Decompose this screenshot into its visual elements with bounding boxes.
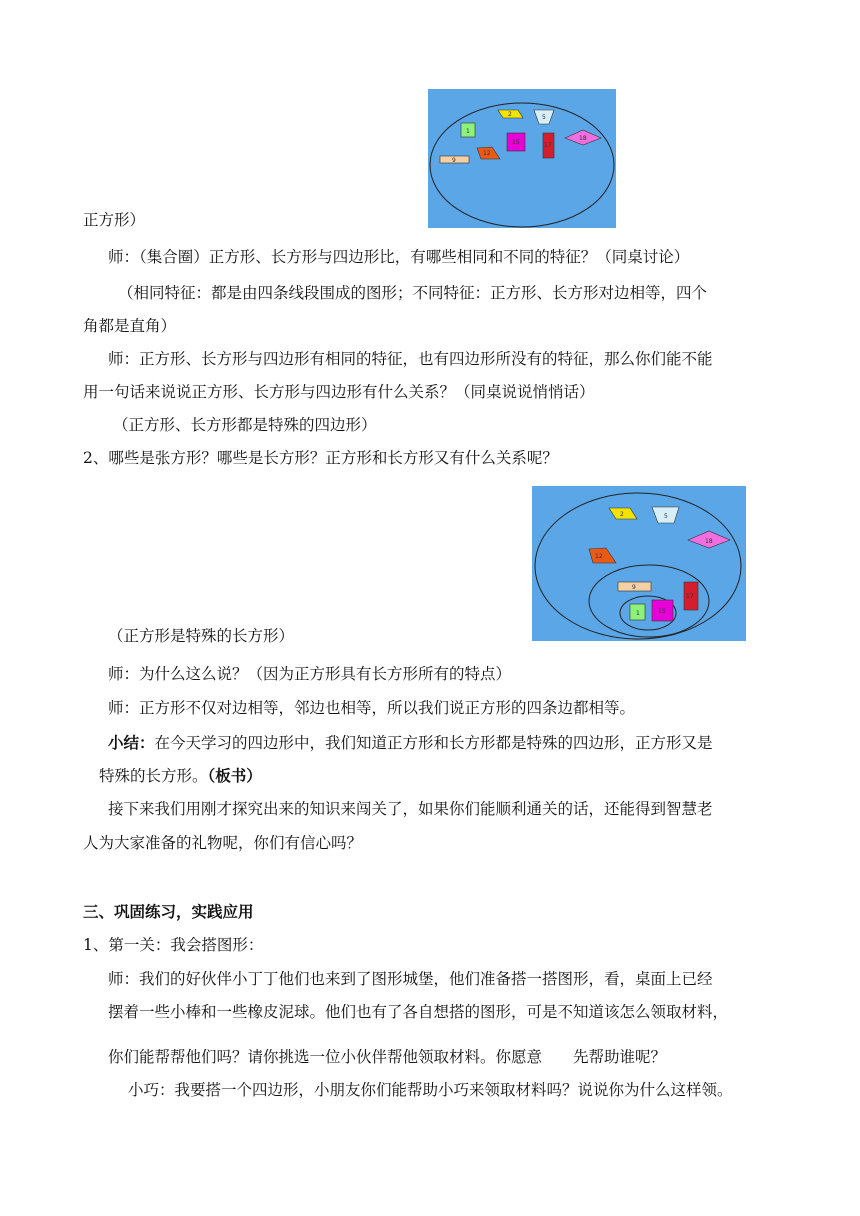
shape-1-label: 1 bbox=[466, 128, 470, 135]
text-line: 你们能帮帮他们吗？请你挑选一位小伙伴帮他领取材料。你愿意 先帮助谁呢？ bbox=[108, 1048, 667, 1066]
text-line: 摆着一些小棒和一些橡皮泥球。他们也有了各自想搭的图形，可是不知道该怎么领取材料， bbox=[108, 1003, 729, 1021]
shape-18-label: 18 bbox=[705, 538, 713, 545]
shape-12-label: 12 bbox=[483, 150, 491, 157]
text-line: （相同特征：都是由四条线段围成的图形；不同特征：正方形、长方形对边相等，四个 bbox=[118, 284, 708, 302]
shape-5-label: 5 bbox=[542, 114, 546, 121]
text-line: （正方形是特殊的长方形） bbox=[108, 627, 295, 645]
text-line: 师：（集合圈）正方形、长方形与四边形比，有哪些相同和不同的特征？（同桌讨论） bbox=[108, 248, 690, 266]
shape-12-label: 12 bbox=[595, 553, 603, 560]
summary-line-2 bbox=[99, 766, 262, 786]
summary-text: 在今天学习的四边形中，我们知道正方形和长方形都是特殊的四边形，正方形又是 bbox=[154, 734, 713, 752]
summary-line bbox=[108, 733, 713, 753]
shape-2-label: 2 bbox=[620, 511, 624, 518]
summary-text-2: 特殊的长方形。 bbox=[99, 767, 208, 785]
shape-15-label: 15 bbox=[512, 139, 520, 146]
shape-17-label: 17 bbox=[686, 593, 694, 600]
board-note: （板书） bbox=[207, 766, 262, 785]
text-line: （正方形、长方形都是特殊的四边形） bbox=[113, 416, 377, 434]
question-2: 2、哪些是张方形？哪些是长方形？正方形和长方形又有什么关系呢？ bbox=[83, 449, 558, 467]
text-line: 师：为什么这么说？（因为正方形具有长方形所有的特点） bbox=[108, 665, 512, 683]
quadrilateral-set-circle bbox=[430, 103, 614, 227]
text-line: 接下来我们用刚才探究出来的知识来闯关了，如果你们能顺利通关的话，还能得到智慧老 bbox=[108, 800, 713, 818]
text-line: 人为大家准备的礼物呢，你们有信心吗？ bbox=[83, 834, 363, 852]
set-diagram-2 bbox=[532, 486, 746, 641]
text-line: 角都是直角） bbox=[83, 317, 177, 335]
shape-9-label: 9 bbox=[632, 584, 636, 591]
text-line: 师：正方形、长方形与四边形有相同的特征，也有四边形所没有的特征，那么你们能不能 bbox=[108, 350, 713, 368]
summary-label: 小结： bbox=[108, 733, 155, 752]
shape-1-label: 1 bbox=[636, 610, 640, 617]
shape-2-label: 2 bbox=[508, 111, 512, 118]
set-diagram-1 bbox=[428, 89, 616, 228]
text-line: 师：正方形不仅对边相等，邻边也相等，所以我们说正方形的四条边都相等。 bbox=[108, 699, 636, 717]
text-line: 师：我们的好伙伴小丁丁他们也来到了图形城堡，他们准备搭一搭图形，看，桌面上已经 bbox=[108, 970, 713, 988]
shape-18-label: 18 bbox=[579, 135, 587, 142]
shape-17-label: 17 bbox=[544, 142, 552, 149]
exercise-1-title: 1、第一关：我会搭图形： bbox=[83, 936, 264, 954]
shape-9-label: 9 bbox=[452, 157, 456, 164]
figure-nested-sets bbox=[532, 486, 746, 641]
shape-5-label: 5 bbox=[664, 513, 668, 520]
text-line: 用一句话来说说正方形、长方形与四边形有什么关系？（同桌说说悄悄话） bbox=[83, 383, 595, 401]
text-line: 正方形） bbox=[83, 211, 146, 229]
shape-15-label: 15 bbox=[658, 608, 666, 615]
text-line: 小巧：我要搭一个四边形，小朋友你们能帮助小巧来领取材料吗？说说你为什么这样领。 bbox=[128, 1081, 733, 1099]
figure-quadrilateral-set bbox=[428, 89, 616, 228]
section-heading: 三、巩固练习，实践应用 bbox=[83, 902, 254, 921]
